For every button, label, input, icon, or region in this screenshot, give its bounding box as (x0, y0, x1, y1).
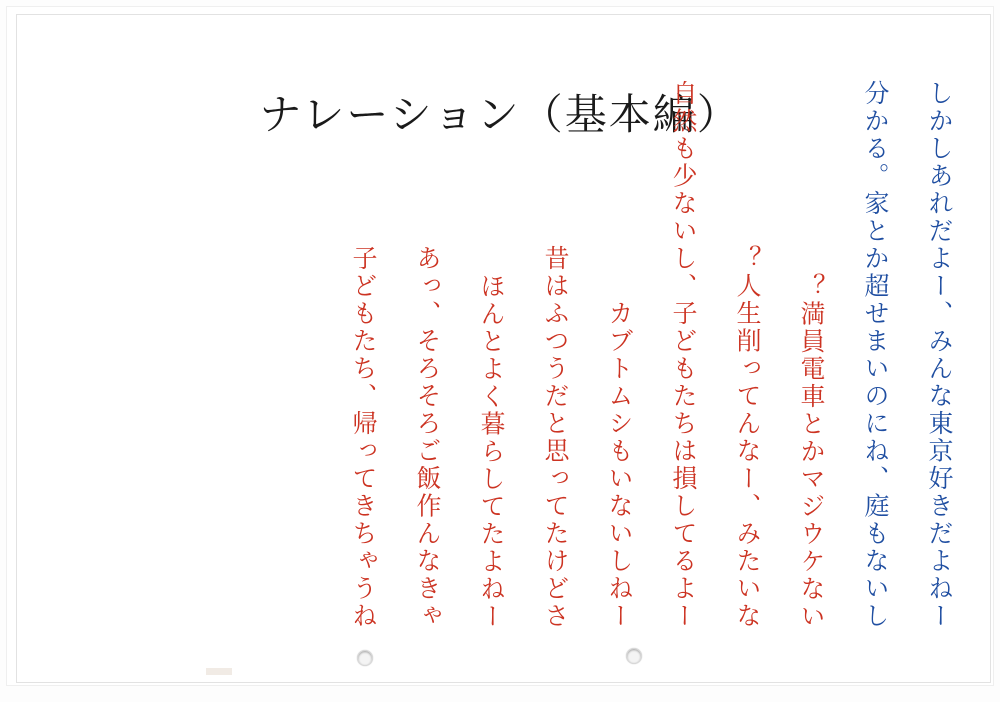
text-line: 子どもたち、帰ってきちゃうね (349, 245, 378, 630)
paper-hole (357, 650, 373, 666)
paper-hole (626, 648, 642, 664)
sheet-edge-top (16, 14, 991, 15)
text-line: 人生削ってんなー、みたいな？ (733, 245, 762, 630)
scan-artifact (206, 668, 232, 675)
text-line: 分かる。家とか超せまいのにね、庭もないし (861, 80, 890, 630)
text-line: カブトムシもいないしねー (605, 300, 634, 630)
sheet-edge-bottom (16, 682, 991, 683)
text-line: 自然も少ないし、子どもたちは損してるよー (669, 80, 698, 630)
text-line: 昔はふつうだと思ってたけどさ (541, 245, 570, 630)
text-line: 満員電車とかマジウケない？ (797, 272, 826, 630)
text-line: ほんとよく暮らしてたよねー (477, 272, 506, 630)
document-title: ナレーション（基本編） (259, 93, 741, 139)
text-line: しかしあれだよー、みんな東京好きだよねー (925, 80, 954, 630)
text-line: あっ、そろそろご飯作んなきゃ (413, 245, 442, 630)
